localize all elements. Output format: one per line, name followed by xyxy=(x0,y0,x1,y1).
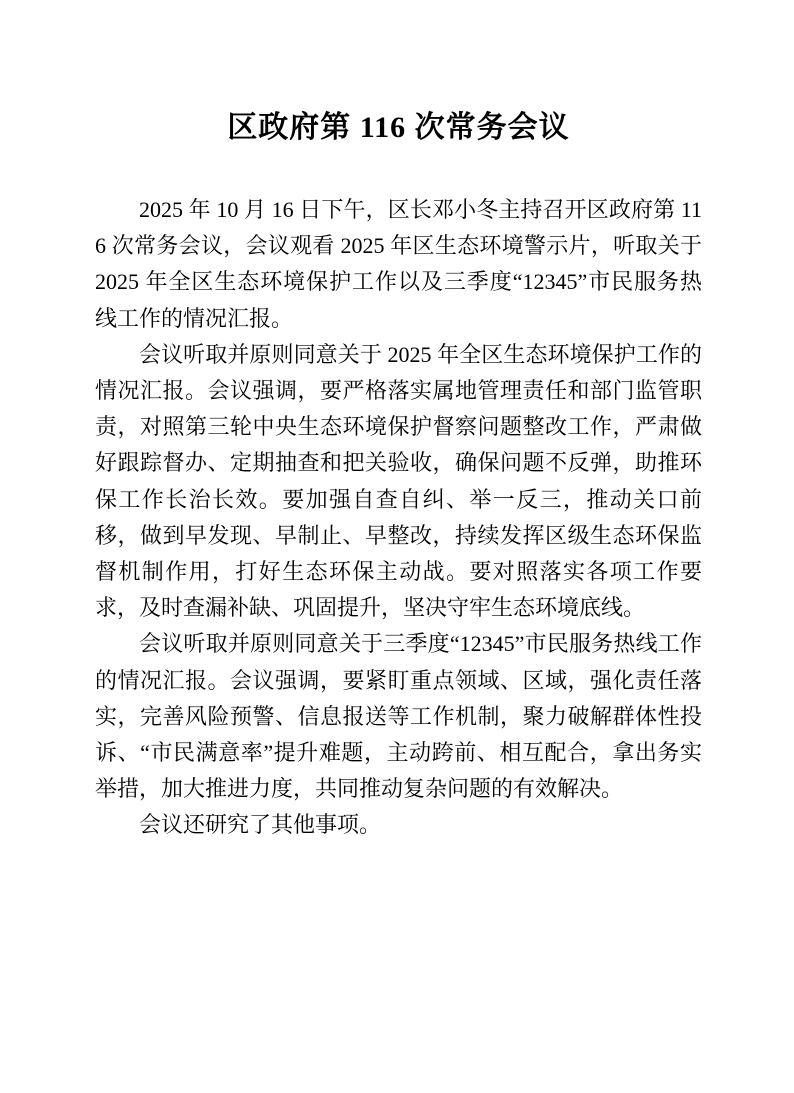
document-title: 区政府第 116 次常务会议 xyxy=(227,111,570,144)
paragraph-hotline-report: 会议听取并原则同意关于三季度“12345”市民服务热线工作的情况汇报。会议强调，要紧盯重点领域、区域，强化责任落实，完善风险预警、信息报送等工作机制，聚力破解群体性投诉、“市民满意率”提升难题，主动跨前、相互配合，拿出务实举措，加大推进力度，共同推动复杂问题的有效解决。 xyxy=(95,631,702,802)
paragraph-meeting-overview: 2025 年 10 月 16 日下午，区长邓小冬主持召开区政府第 116 次常务会议，会议观看 2025 年区生态环境警示片，听取关于 2025 年全区生态环境保护工作以及三季度“12345”市民服务热线工作的情况汇报。 xyxy=(95,197,702,331)
paragraph-other-matters: 会议还研究了其他事项。 xyxy=(139,812,382,838)
paragraph-eco-environment-report: 会议听取并原则同意关于 2025 年全区生态环境保护工作的情况汇报。会议强调，要严格落实属地管理责任和部门监管职责，对照第三轮中央生态环境保护督察问题整改工作，严肃做好跟踪督办、定期抽查和把关验收，确保问题不反弹，助推环保工作长治长效。要加强自查自纠、举一反三，推动关口前移，做到早发现、早制止、早整改，持续发挥区级生态环保监督机制作用，打好生态环保主动战。要对照落实各项工作要求，及时查漏补缺、巩固提升，坚决守牢生态环境底线。 xyxy=(95,341,702,621)
